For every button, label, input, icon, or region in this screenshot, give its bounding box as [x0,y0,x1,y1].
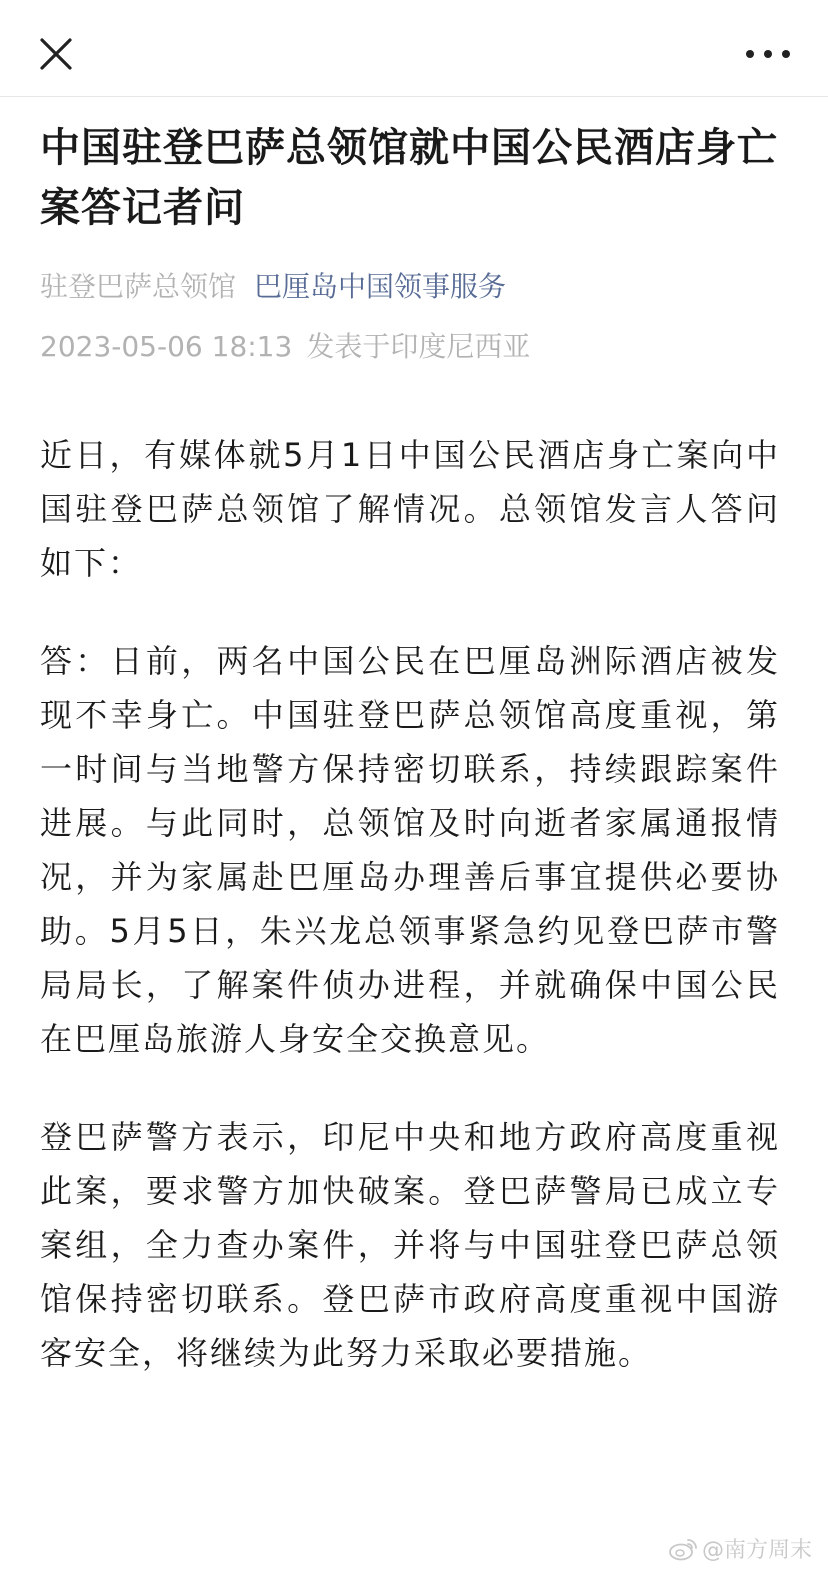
top-nav-bar [0,0,828,97]
close-button[interactable] [30,28,82,80]
article-meta-time [40,326,530,368]
more-options-button[interactable] [742,28,794,80]
article-content [40,428,780,1424]
article-title: 中国驻登巴萨总领馆就中国公民酒店身亡案答记者问 [40,125,778,231]
article-paragraph: 登巴萨警方表示，印尼中央和地方政府高度重视此案，要求警方加快破案。登巴萨警局已成立专案组，全力查办案件，并将与中国驻登巴萨总领馆保持密切联系。登巴萨市政府高度重视中国游客安全，将继续为此努力采取必要措施。 [40,1118,780,1372]
article-meta-source [40,266,506,308]
publish-datetime: 2023-05-06 18:13 [40,330,293,363]
publish-location: 发表于印度尼西亚 [306,330,531,363]
article-paragraph: 答：日前，两名中国公民在巴厘岛洲际酒店被发现不幸身亡。中国驻登巴萨总领馆高度重视，第一时间与当地警方保持密切联系，持续跟踪案件进展。与此同时，总领馆及时向逝者家属通报情况，并为家属赴巴厘岛办理善后事宜提供必要协助。5月5日，朱兴龙总领事紧急约见登巴萨市警局局长，了解案件侦办进程，并就确保中国公民在巴厘岛旅游人身安全交换意见。 [40,642,780,1058]
more-dots-icon [742,28,794,80]
article-paragraph: 近日，有媒体就5月1日中国公民酒店身亡案向中国驻登巴萨总领馆了解情况。总领馆发言人答问如下： [40,436,780,582]
watermark [668,1533,812,1564]
article-author: 驻登巴萨总领馆 [40,270,237,303]
watermark-text: @南方周末 [701,1538,812,1563]
close-icon [30,28,82,80]
weibo-icon [668,1537,698,1561]
account-name-link[interactable]: 巴厘岛中国领事服务 [254,270,507,303]
